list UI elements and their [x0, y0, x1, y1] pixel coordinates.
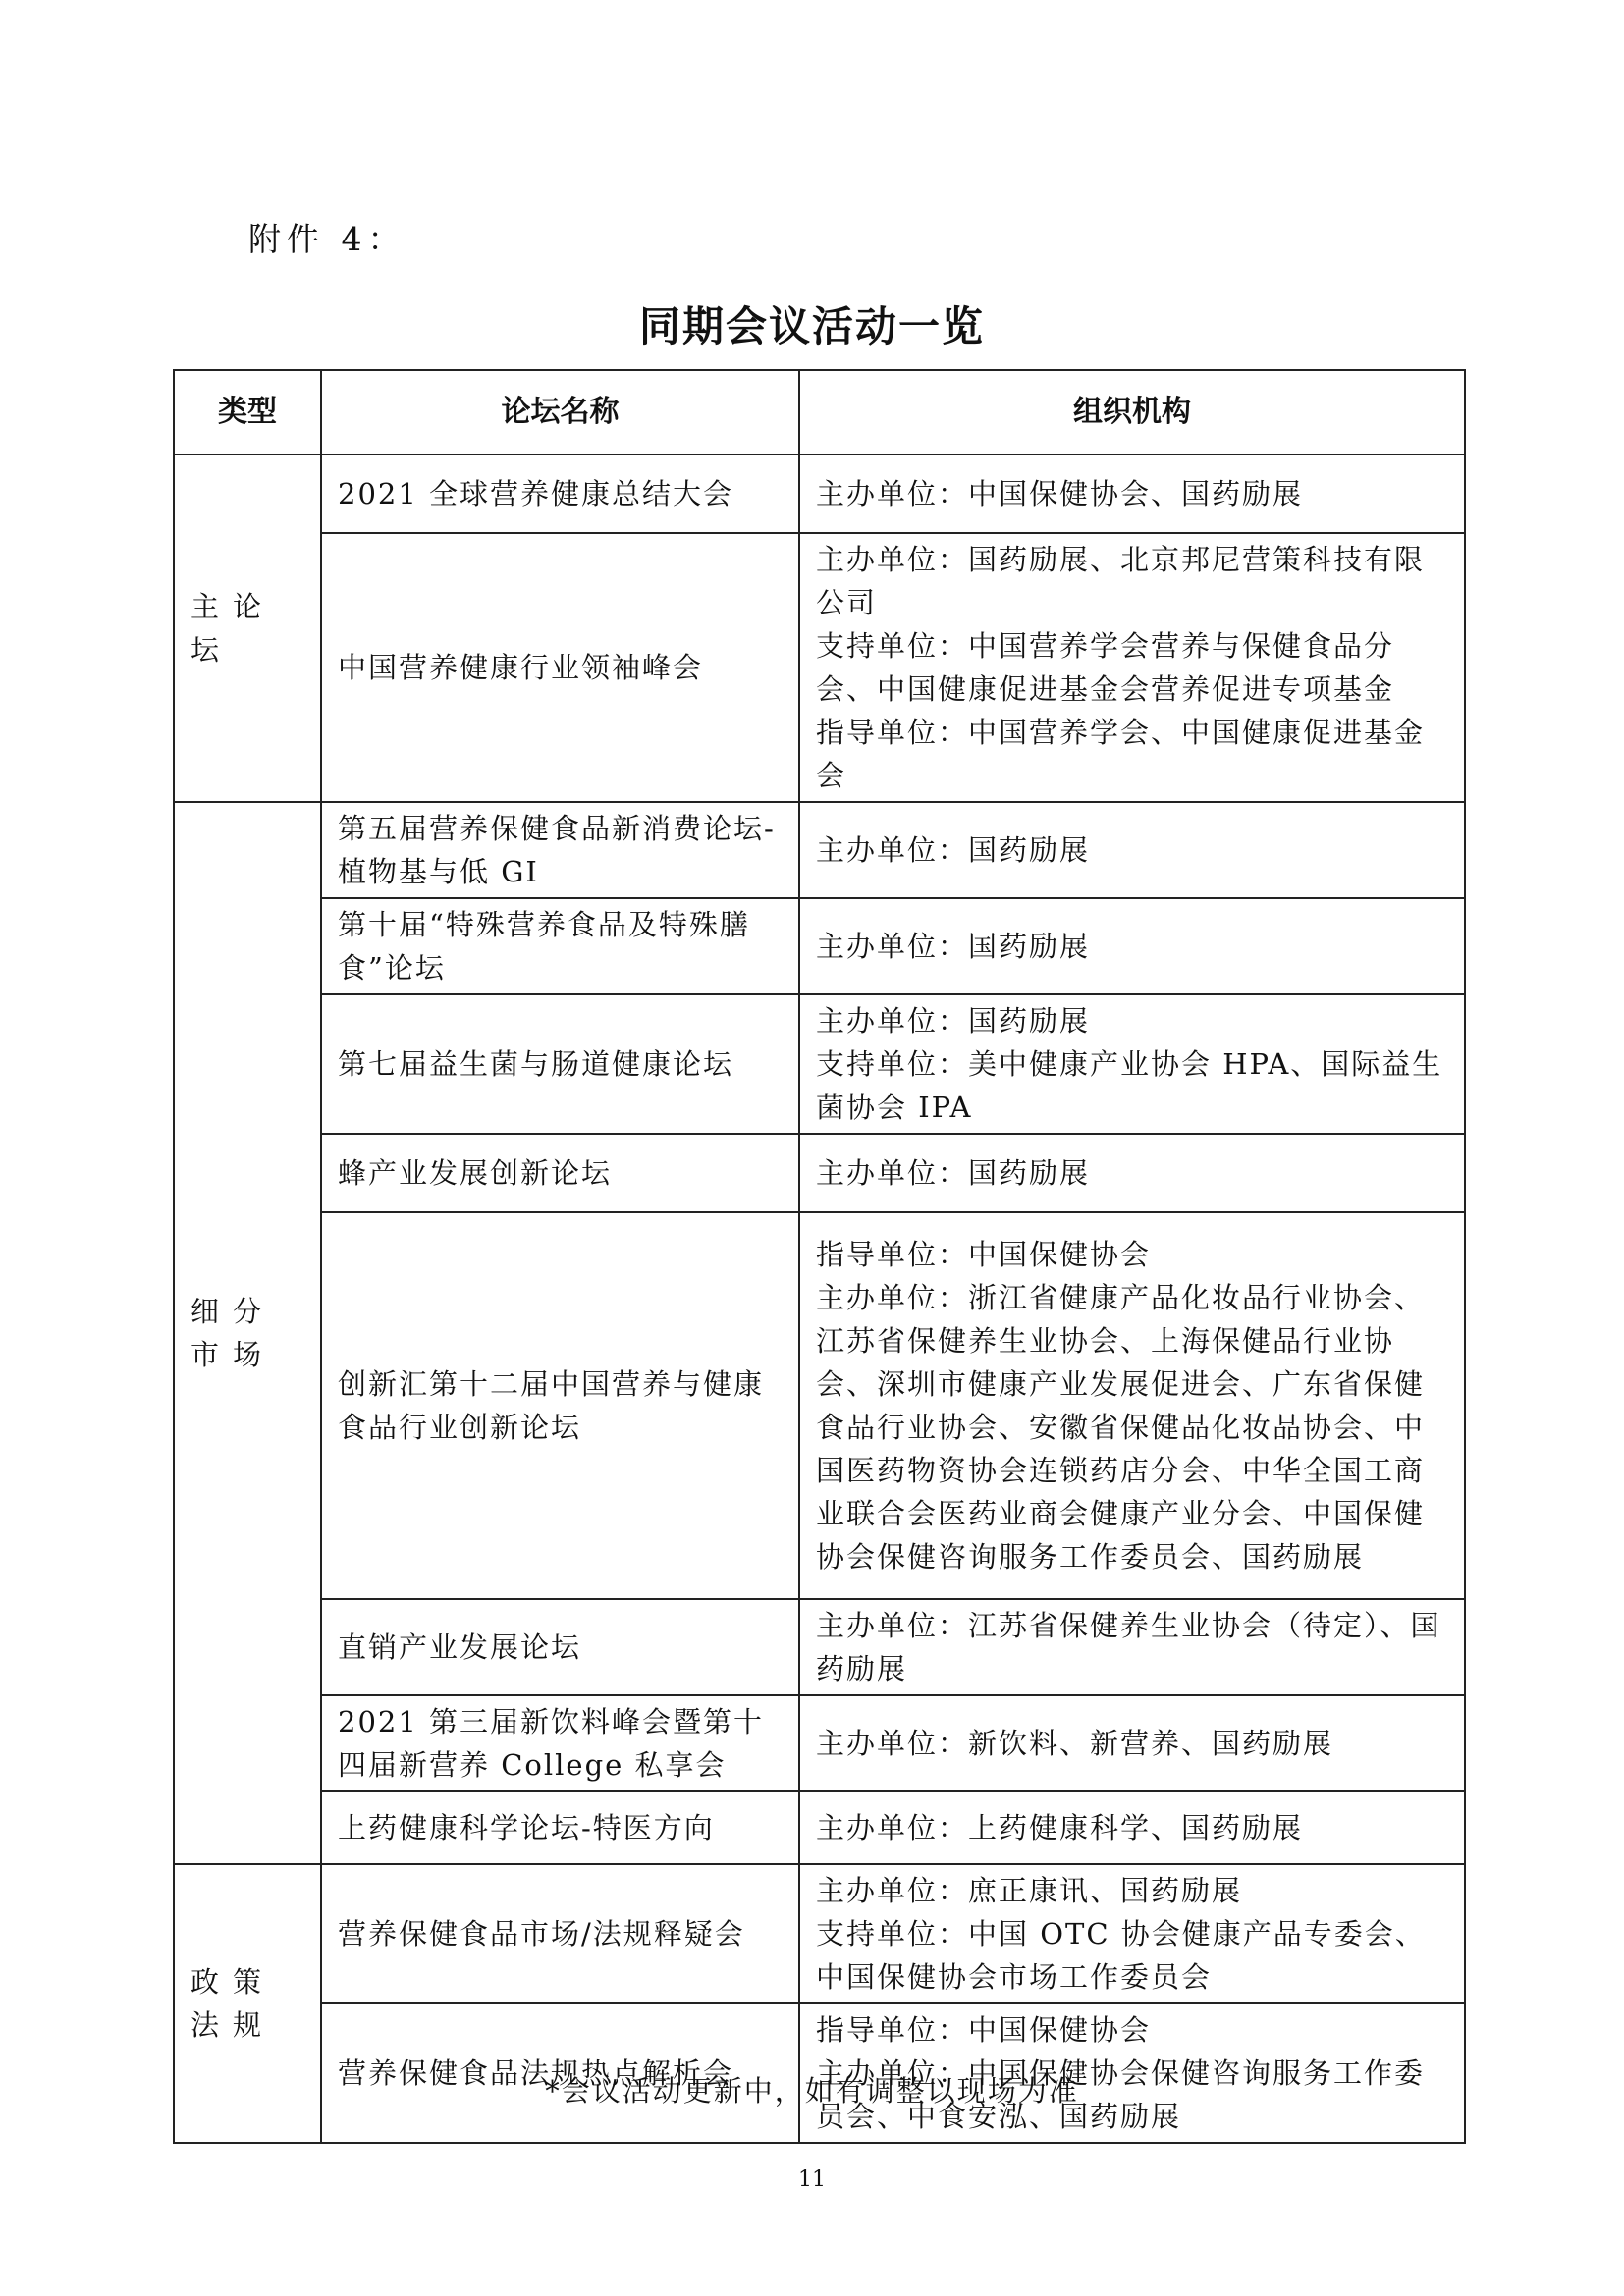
table-row — [174, 1599, 1465, 1695]
organizer-cell — [799, 1599, 1465, 1695]
table-row — [174, 898, 1465, 994]
organizer-cell — [799, 1864, 1465, 2003]
organizer-line: 主办单位：国药励展、北京邦尼营策科技有限公司 — [816, 543, 1426, 619]
organizer-line: 主办单位：庶正康讯、国药励展 — [816, 1874, 1243, 1907]
forum-name-cell: 营养保健食品法规热点解析会 — [321, 2003, 799, 2143]
organizer-cell — [799, 1791, 1465, 1864]
header-forum-name: 论坛名称 — [321, 370, 799, 454]
forum-name-cell: 创新汇第十二届中国营养与健康食品行业创新论坛 — [321, 1212, 799, 1599]
forum-name-cell: 上药健康科学论坛-特医方向 — [321, 1791, 799, 1864]
header-organizer: 组织机构 — [799, 370, 1465, 454]
forum-name-cell: 蜂产业发展创新论坛 — [321, 1134, 799, 1212]
page-number: 11 — [798, 2167, 826, 2192]
organizer-cell — [799, 533, 1465, 802]
organizer-line: 主办单位：国药励展 — [816, 1004, 1091, 1038]
organizer-cell — [799, 802, 1465, 898]
forum-name-cell: 直销产业发展论坛 — [321, 1599, 799, 1695]
organizer-cell — [799, 994, 1465, 1134]
document-title: 同期会议活动一览 — [638, 302, 985, 350]
organizer-line: 主办单位：浙江省健康产品化妆品行业协会、江苏省保健养生业协会、上海保健品行业协会、深圳市健康产业发展促进会、广东省保健食品行业协会、安徽省保健品化妆品协会、中国医药物资协会连锁药店分会、中华全国工商业联合会医药业商会健康产业分会、中国保健协会保健咨询服务工作委员会、国药励展 — [816, 1281, 1426, 1574]
table-row — [174, 1791, 1465, 1864]
forum-name-cell: 第七届益生菌与肠道健康论坛 — [321, 994, 799, 1134]
organizer-line: 指导单位：中国营养学会、中国健康促进基金会 — [816, 716, 1426, 792]
organizer-line: 主办单位：江苏省保健养生业协会（待定）、国药励展 — [816, 1609, 1441, 1685]
organizer-line: 支持单位：中国 OTC 协会健康产品专委会、中国保健协会市场工作委员会 — [816, 1917, 1426, 1994]
organizer-line: 主办单位：中国保健协会、国药励展 — [816, 477, 1304, 510]
footnote: *会议活动更新中，如有调整以现场为准 — [545, 2074, 1079, 2108]
organizer-line: 主办单位：上药健康科学、国药励展 — [816, 1811, 1304, 1844]
conference-schedule-table — [173, 369, 1466, 2144]
forum-name-cell: 2021 第三届新饮料峰会暨第十四届新营养 College 私享会 — [321, 1695, 799, 1791]
organizer-line: 支持单位：美中健康产业协会 HPA、国际益生菌协会 IPA — [816, 1047, 1443, 1124]
organizer-line: 主办单位：国药励展 — [816, 1156, 1091, 1190]
category-cell: 细分市场 — [174, 802, 321, 1864]
organizer-cell — [799, 1695, 1465, 1791]
forum-name-cell: 第五届营养保健食品新消费论坛-植物基与低 GI — [321, 802, 799, 898]
table-row — [174, 533, 1465, 802]
organizer-cell — [799, 1212, 1465, 1599]
table-row — [174, 1212, 1465, 1599]
table-row — [174, 1864, 1465, 2003]
table-row — [174, 454, 1465, 533]
organizer-cell — [799, 1134, 1465, 1212]
organizer-cell — [799, 898, 1465, 994]
forum-name-cell: 营养保健食品市场/法规释疑会 — [321, 1864, 799, 2003]
organizer-line: 指导单位：中国保健协会 — [816, 1238, 1152, 1271]
forum-name-cell: 第十届“特殊营养食品及特殊膳食”论坛 — [321, 898, 799, 994]
category-cell: 政策法规 — [174, 1864, 321, 2143]
forum-name-cell: 中国营养健康行业领袖峰会 — [321, 533, 799, 802]
table-row — [174, 994, 1465, 1134]
table-header-row — [174, 370, 1465, 454]
organizer-line: 主办单位：国药励展 — [816, 833, 1091, 867]
organizer-line: 主办单位：新饮料、新营养、国药励展 — [816, 1727, 1334, 1760]
organizer-line: 主办单位：中国保健协会保健咨询服务工作委员会、中食安泓、国药励展 — [816, 2056, 1426, 2133]
organizer-line: 指导单位：中国保健协会 — [816, 2013, 1152, 2047]
table-row — [174, 1134, 1465, 1212]
organizer-line: 主办单位：国药励展 — [816, 930, 1091, 963]
table-row — [174, 802, 1465, 898]
organizer-line: 支持单位：中国营养学会营养与保健食品分会、中国健康促进基金会营养促进专项基金 — [816, 629, 1395, 706]
attachment-label: 附件 4： — [248, 220, 406, 258]
category-cell: 主论坛 — [174, 454, 321, 802]
table-row — [174, 1695, 1465, 1791]
forum-name-cell: 2021 全球营养健康总结大会 — [321, 454, 799, 533]
organizer-cell — [799, 454, 1465, 533]
header-type: 类型 — [174, 370, 321, 454]
